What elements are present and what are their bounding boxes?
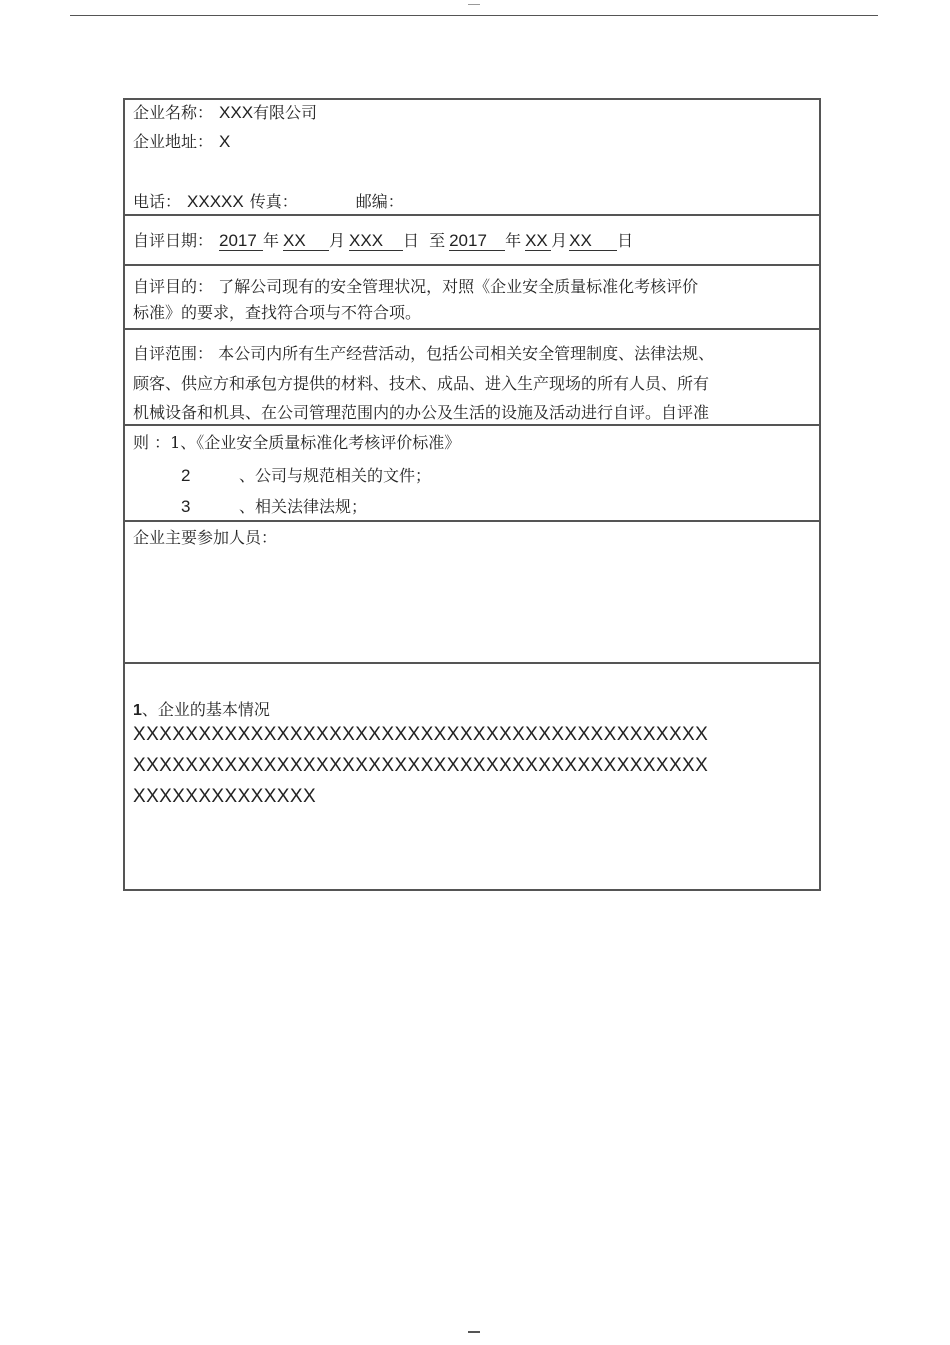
company-name-row xyxy=(133,103,317,123)
end-year: 2017 xyxy=(449,232,505,251)
criteria-item-2-text: 、公司与规范相关的文件； xyxy=(239,466,432,485)
day-char: 日 xyxy=(403,231,420,250)
scope-line-1: 自评范围： 本公司内所有生产经营活动，包括公司相关安全管理制度、法律法规、 xyxy=(133,344,715,363)
date-label: 自评日期： xyxy=(133,231,214,250)
date-row xyxy=(133,231,633,251)
phone-label: 电话： xyxy=(133,192,182,211)
company-address-value: X xyxy=(219,132,231,151)
end-month-char: 月 xyxy=(551,231,568,250)
basic-info-number: 1 xyxy=(133,702,142,719)
to-char: 至 xyxy=(429,231,446,250)
purpose-line-1: 自评目的： 了解公司现有的安全管理状况，对照《企业安全质量标准化考核评价 xyxy=(133,277,699,296)
start-day: XXX xyxy=(349,232,403,251)
end-month: XX xyxy=(525,232,551,251)
month-char: 月 xyxy=(329,231,346,250)
criteria-line-1 xyxy=(133,433,460,453)
self-evaluation-form xyxy=(123,98,821,891)
scope-line-2: 顾客、供应方和承包方提供的材料、技术、成品、进入生产现场的所有人员、所有 xyxy=(133,374,710,393)
end-year-char: 年 xyxy=(505,231,522,250)
purpose-line-2: 标准》的要求，查找符合项与不符合项。 xyxy=(133,303,422,322)
company-address-label: 企业地址： xyxy=(133,132,214,151)
footer-mark xyxy=(468,1331,480,1333)
basic-info-text-line-3: XXXXXXXXXXXXXX xyxy=(133,786,317,807)
fax-label: 传真： xyxy=(249,192,298,211)
criteria-line-2 xyxy=(181,466,431,486)
participants-label: 企业主要参加人员： xyxy=(133,528,278,547)
scope-line-3: 机械设备和机具、在公司管理范围内的办公及生活的设施及活动进行自评。自评准 xyxy=(133,403,710,422)
date-section xyxy=(125,216,819,264)
basic-info-text-line-2: XXXXXXXXXXXXXXXXXXXXXXXXXXXXXXXXXXXXXXXXXXXX xyxy=(133,755,709,776)
basic-info-title-text: 、企业的基本情况 xyxy=(141,700,270,719)
criteria-line-3 xyxy=(181,497,367,517)
header-rule xyxy=(70,15,878,16)
criteria-item-1: 《企业安全质量标准化考核评价标准》 xyxy=(196,433,461,452)
start-month: XX xyxy=(283,232,329,251)
criteria-section xyxy=(125,426,819,520)
company-name-suffix: 有限公司 xyxy=(253,103,318,122)
year-char: 年 xyxy=(263,231,280,250)
company-name-value: XXX xyxy=(219,103,254,122)
scope-section xyxy=(125,330,819,424)
company-address-row xyxy=(133,132,230,152)
criteria-item-3-text: 、相关法律法规； xyxy=(239,497,368,516)
purpose-section xyxy=(125,266,819,328)
end-day-char: 日 xyxy=(617,231,634,250)
company-contact-row xyxy=(133,192,404,212)
header-mark xyxy=(468,4,480,5)
basic-info-section xyxy=(125,664,819,889)
basic-info-title xyxy=(133,700,270,721)
company-name-label: 企业名称： xyxy=(133,103,214,122)
criteria-item-3-number: 3 xyxy=(181,497,191,516)
end-day: XX xyxy=(569,232,617,251)
postcode-label: 邮编： xyxy=(355,192,404,211)
basic-info-text-line-1: XXXXXXXXXXXXXXXXXXXXXXXXXXXXXXXXXXXXXXXXXXXX xyxy=(133,724,709,745)
criteria-item-2-number: 2 xyxy=(181,466,191,485)
company-info-section xyxy=(125,100,819,214)
participants-section xyxy=(125,522,819,662)
start-year: 2017 xyxy=(219,232,263,251)
criteria-prefix: 则 ：1、 xyxy=(133,433,197,452)
phone-value: XXXXX xyxy=(187,192,244,211)
